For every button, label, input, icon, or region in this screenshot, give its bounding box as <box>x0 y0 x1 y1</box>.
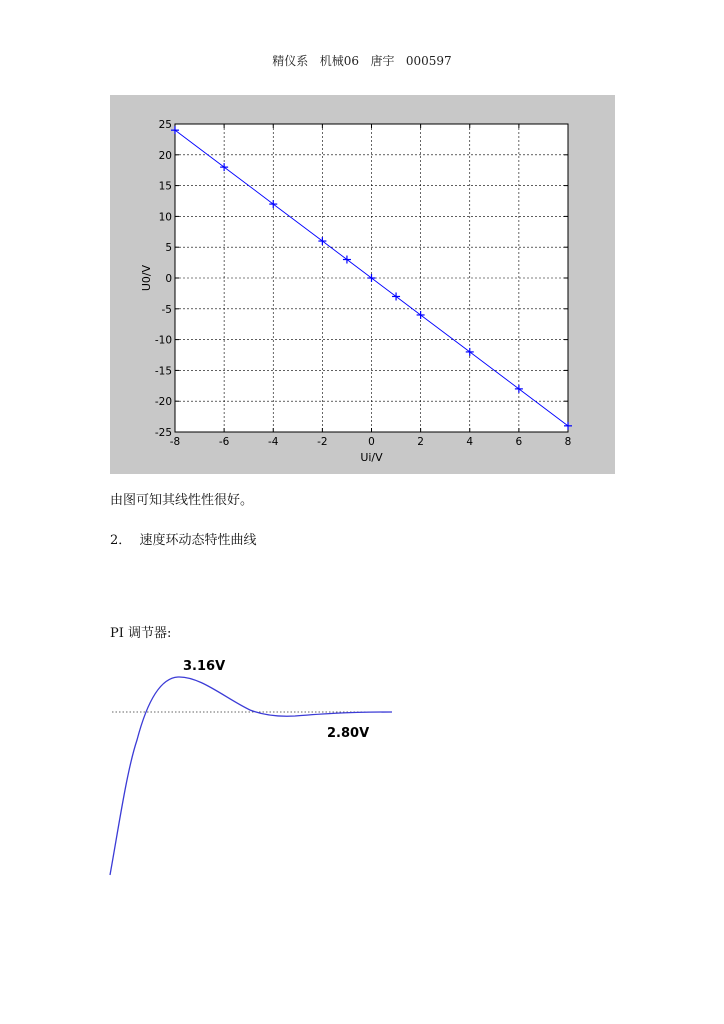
y-axis-label: U0/V <box>140 264 153 292</box>
section-heading: 2． 速度环动态特性曲线 <box>110 533 257 548</box>
y-tick-label: -15 <box>154 365 172 378</box>
y-tick-label: 20 <box>158 149 172 162</box>
y-tick-label: 10 <box>158 211 172 224</box>
linearity-chart <box>110 95 615 474</box>
conclusion-text: 由图可知其线性性很好。 <box>110 493 254 508</box>
peak-value-label: 3.16V <box>183 659 226 674</box>
x-axis-label: Ui/V <box>360 451 383 464</box>
y-tick-label: 0 <box>165 273 172 285</box>
x-tick-label: -8 <box>169 436 181 448</box>
y-tick-label: -10 <box>154 334 172 347</box>
y-tick-label: -25 <box>154 427 172 439</box>
x-tick-label: 6 <box>515 436 523 448</box>
x-tick-label: 2 <box>417 436 424 448</box>
pi-response-curve <box>105 650 405 880</box>
y-tick-label: 25 <box>158 119 172 131</box>
page-header: 精仪系 机械06 唐宇 000597 <box>272 54 452 68</box>
x-tick-label: -4 <box>268 436 279 448</box>
pi-controller-label: PI 调节器: <box>110 626 172 641</box>
steady-value-label: 2.80V <box>327 726 370 741</box>
y-tick-label: 5 <box>165 242 172 255</box>
x-tick-label: 4 <box>466 436 474 448</box>
x-tick-label: 0 <box>368 436 375 448</box>
x-tick-label: 8 <box>564 436 572 448</box>
response-curve <box>110 677 392 875</box>
y-tick-label: 15 <box>158 180 172 193</box>
y-tick-label: -5 <box>161 303 172 316</box>
y-tick-label: -20 <box>154 396 172 409</box>
x-tick-label: -2 <box>317 436 328 448</box>
x-tick-label: -6 <box>218 436 230 448</box>
